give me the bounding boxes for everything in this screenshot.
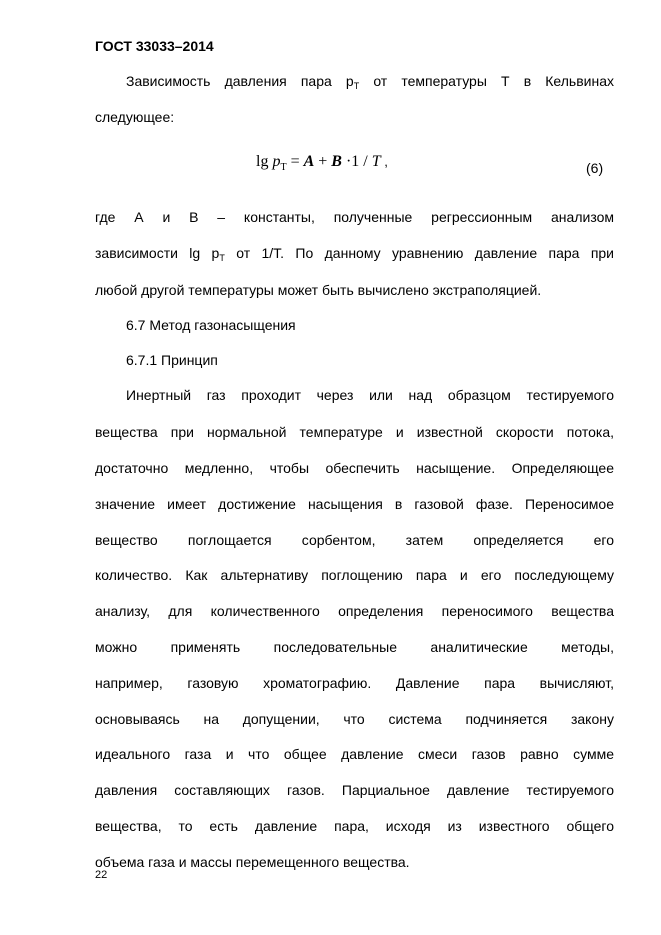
equation-number: (6) <box>586 160 604 176</box>
page-number: 22 <box>95 869 108 881</box>
formula-6: $\lg p_T = A + B \cdot 1 / T$ , <box>256 153 388 174</box>
principle-line: вещества при нормальной температуре и известной скорости потока, <box>95 424 614 440</box>
principle-line: вещество поглощается сорбентом, затем определяется его <box>95 532 614 548</box>
principle-line: Инертный газ проходит через или над образцом тестируемого <box>126 387 614 403</box>
principle-line: идеального газа и что общее давление смеси газов равно сумме <box>95 746 614 762</box>
principle-line: например, газовую хроматографию. Давление пара вычисляют, <box>95 675 614 691</box>
where-line-3: любой другой температуры может быть вычислено экстраполяцией. <box>95 282 542 298</box>
where-line-2: зависимости $\lg p_T$ от 1/Т. По данному уравнению давление пара при <box>95 245 615 263</box>
intro-line-2: следующее: <box>95 109 175 125</box>
subsection-heading: 6.7.1 Принцип <box>126 352 218 368</box>
document-header: ГОСТ 33033–2014 <box>95 38 214 54</box>
principle-line: вещества, то есть давление пара, исходя из известного общего <box>95 818 614 834</box>
where-line-1: где А и В – константы, полученные регрессионным анализом <box>95 209 614 225</box>
principle-line: основываясь на допущении, что система подчиняется закону <box>95 711 614 727</box>
principle-line: достаточно медленно, чтобы обеспечить насыщение. Определяющее <box>95 460 614 476</box>
principle-line: количество. Как альтернативу поглощению пара и его последующему <box>95 567 614 583</box>
principle-line: значение имеет достижение насыщения в газовой фазе. Переносимое <box>95 496 614 512</box>
principle-line: объема газа и массы перемещенного вещества. <box>95 854 410 870</box>
principle-line: давления составляющих газов. Парциальное давление тестируемого <box>95 782 614 798</box>
section-heading: 6.7 Метод газонасыщения <box>126 317 296 333</box>
principle-line: анализу, для количественного определения переносимого вещества <box>95 603 614 619</box>
principle-line: можно применять последовательные аналитические методы, <box>95 639 614 655</box>
intro-line-1: Зависимость давления пара $p_T$ от температуры Т в Кельвинах <box>126 73 614 91</box>
